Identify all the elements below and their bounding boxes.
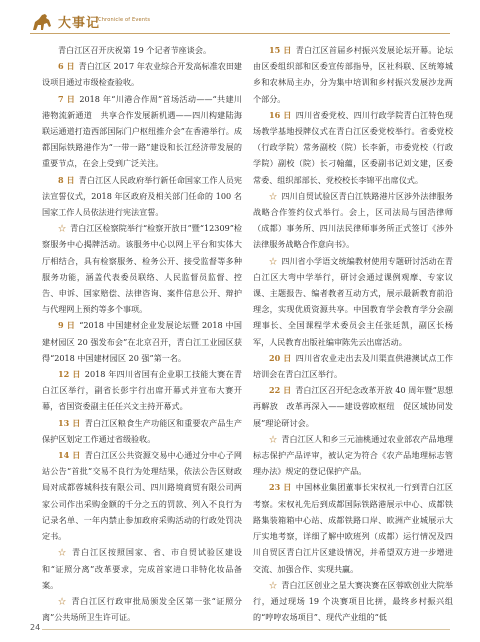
header-divider	[30, 33, 450, 34]
entry-text: 青白江区人和乡三元油桃通过农业部农产品地理标志保护产品评审，被认定为符合《农产品地理标志管理办法》规定的登记保护产品。	[253, 433, 453, 477]
page-number: 24	[30, 623, 41, 632]
chronicle-entry	[42, 415, 242, 447]
chronicle-entry	[42, 220, 242, 317]
entry-text: 青白江区检察院举行“检察开放日”暨“12309”检察服务中心揭牌活动。该服务中心以网上平台和实体大厅相结合，具有检察服务、检务公开、接受监督等多种服务功能，涵盖代表委员联络、人民监督员监督、控告、申诉、国家赔偿、法律咨询、案件信息公开、辩护与代理网上预约等多个事项。	[42, 223, 242, 315]
entry-text: 青白江区按照国家、省、市自贸试验区建设和“证照分离”改革要求，完成首家进口非特化妆品备案。	[42, 547, 242, 590]
entry-text: 青白江区公共资源交易中心通过分中心子网站公告“首批”交易不良行为处理结果，依法公告区财政局对成都蓉城科技有限公司、四川路境商贸有限公司两家公司作出采购金额的千分之五的罚款、列入不良行为记录名单、一年内禁止参加政府采购活动的行政处罚决定书。	[42, 450, 242, 542]
entry-date: 22 日	[269, 385, 292, 396]
chronicle-entry	[42, 366, 242, 415]
entry-text: 中国林业集团董事长宋权礼一行到青白江区考察。宋权礼先后到成都国际铁路港展示中心、成都铁路集装箱箱中心站、成都铁路口岸、欧洲产业城展示大厅实地考察，详细了解中欧班列（成都）运行情况及四川自贸区青白江片区建设情况，并希望双方进一步增进交流、加强合作、实现共赢。	[253, 482, 453, 574]
page-header	[0, 0, 480, 38]
chronicle-entry	[253, 253, 453, 350]
entry-text: 青白江区人民政府举行新任命国家工作人员宪法宣誓仪式，2018 年区政府及相关部门任命的 100 名国家工作人员依法进行宪法宣誓。	[42, 174, 242, 218]
entry-date: 14 日	[58, 450, 81, 461]
entry-text: 青白江区创业之星大赛决赛在区蓉欧创业大院举行，通过现场 19 个决赛项目比拼，最终乡村振兴组的“哼哼农场项目”、现代产业组的“低	[253, 579, 453, 623]
entry-date: 8 日	[58, 174, 75, 185]
entry-date: 12 日	[58, 369, 81, 380]
left-column	[42, 42, 242, 625]
entry-text: 四川省小学语文统编教材使用专题研讨活动在青白江区大弯中学举行，研讨会通过课例观摩、专家议课、主题报告、编者教者互动方式，展示最新教育前沿理念，实现优质资源共享。中国教育学会教育学分会副理事长、全国课程学术委员会主任张廷凯，副区长杨军，人民教育出版社编审陈先云出席活动。	[253, 255, 453, 347]
header-title: 大事记	[58, 16, 101, 31]
star-icon: ☆	[269, 190, 278, 201]
entry-text: 青白江区行政审批局颁发全区第一张“证照分离”公共场所卫生许可证。	[42, 595, 242, 623]
chronicle-entry	[253, 107, 453, 188]
horse-logo-icon	[30, 12, 54, 32]
entry-date: 15 日	[269, 45, 292, 55]
chronicle-entry	[253, 431, 453, 480]
entry-date: 9 日	[58, 320, 76, 331]
entry-date: 16 日	[269, 109, 292, 120]
entry-text: 2018 年“川港合作周”首场活动——“共建川港物流新通道 共享合作发展新机遇——四川构建陆海联运通道打造西部国际门户枢纽推介会”在香港举行。成都国际铁路港作为“一带一路”建设和长江经济带发展的重要节点，在会上受到广泛关注。	[42, 93, 242, 169]
entry-text: 四川自贸试验区青白江铁路港片区涉外法律服务战略合作签约仪式举行。会上，区司法局与国浩律师（成都）事务所、四川法民律师事务所正式签订《涉外法律服务战略合作意向书》。	[253, 190, 453, 250]
star-icon: ☆	[269, 255, 278, 266]
entry-date: 7 日	[58, 93, 76, 104]
footer-divider	[42, 629, 450, 630]
star-icon: ☆	[269, 433, 278, 444]
chronicle-entry	[42, 317, 242, 366]
entry-text: 四川省委党校、四川行政学院青白江特色现场教学基地授牌仪式在青白江区委党校举行。省委党校（行政学院）常务副校（院）长李新，市委党校（行政学院）副校（院）长刁翰蘊，区委副书记刘文建，区委常委、组织部部长、党校校长李锦平出席仪式。	[253, 109, 453, 185]
entry-text: 青白江区召开纪念改革开放 40 周年暨“思想再解放 改革再深入——建设蓉欧枢纽 促区域协同发展”理论研讨会。	[253, 385, 453, 428]
chronicle-entry	[42, 544, 242, 593]
star-icon: ☆	[58, 595, 67, 606]
star-icon: ☆	[269, 579, 278, 590]
star-icon: ☆	[58, 547, 67, 558]
chronicle-entry	[42, 58, 242, 90]
star-icon: ☆	[58, 223, 67, 234]
chronicle-entry	[253, 382, 453, 431]
entry-text: 2018 年四川省国有企业职工技能大赛在青白江区举行，副省长彭宇行出席开幕式并宣布大赛开幕，省国资委副主任任兴文主持开幕式。	[42, 369, 242, 412]
chronicle-entry	[253, 188, 453, 253]
entry-date: 6 日	[58, 61, 75, 72]
chronicle-entry	[42, 593, 242, 625]
chronicle-entry	[42, 91, 242, 172]
entry-date: 23 日	[269, 482, 292, 493]
chronicle-entry	[253, 577, 453, 626]
entry-text: 青白江区粮食生产功能区和重要农产品生产保护区划定工作通过省级验收。	[42, 417, 242, 444]
chronicle-entry	[42, 42, 242, 58]
entry-text: 青白江区 2017 年农业综合开发高标准农田建设项目通过市级检查验收。	[42, 61, 243, 88]
chronicle-entry	[42, 172, 242, 221]
chronicle-entry	[253, 42, 453, 107]
chronicle-entry	[253, 350, 453, 382]
entry-text: “2018 中国建材企业发展论坛暨 2018 中国建材园区 20 强发布会”在北京召开，青白江工业园区获得“2018 中国建材园区 20 强”第一名。	[42, 320, 242, 363]
entry-text: 青白江区首届乡村振兴发展论坛开幕。论坛由区委组织部和区委宣传部指导，区社科联、区统筹城乡和农林局主办，分为集中培训和乡村振兴发展沙龙两个部分。	[253, 45, 453, 104]
chronicle-entry	[253, 479, 453, 576]
entry-date: 20 日	[269, 352, 292, 363]
chronicle-entry	[42, 447, 242, 544]
entry-text: 青白江区召开庆祝第 19 个记者节座谈会。	[58, 45, 212, 55]
entry-date: 13 日	[58, 417, 81, 428]
header-subtitle: Chronicle of Events	[98, 17, 151, 23]
entry-text: 四川省农业走出去及川渠直供港澳试点工作培训会在青白江区举行。	[253, 352, 453, 380]
right-column	[253, 42, 453, 625]
